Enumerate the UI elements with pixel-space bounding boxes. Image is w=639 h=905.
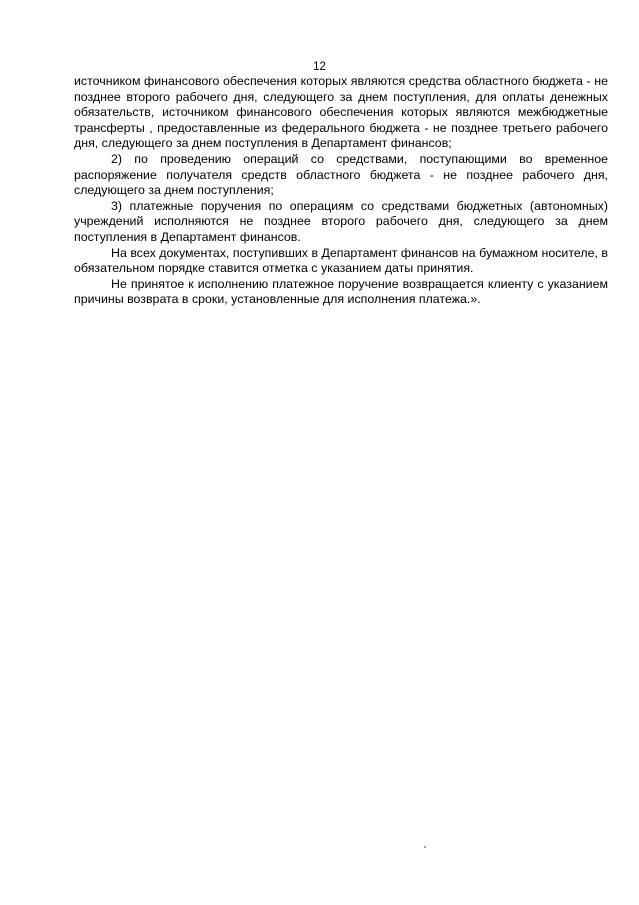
page-number: 12	[313, 61, 326, 73]
paragraph-item-2: 2) по проведению операций со средствами, поступающими во временное распоряжение получателя средств областного бюджета - не позднее рабочего дня, следующего за днем поступления;	[74, 151, 608, 198]
paragraph-budget-source: источником финансового обеспечения которых являются средства областного бюджета - не позднее второго рабочего дня, следующего за днем поступления, для оплаты денежных обязательств, источником финансового обеспечения которых являются межбюджетные трансферты , предоставленные из федерального бюджета - не позднее третьего рабочего дня, следующего за днем поступления в Департамент финансов;	[74, 74, 608, 151]
paragraph-item-3: 3) платежные поручения по операциям со средствами бюджетных (автономных) учреждений исполняются не позднее второго рабочего дня, следующего за днем поступления в Департамент финансов.	[74, 198, 608, 244]
paragraph-rejected-order: Не принятое к исполнению платежное поручение возвращается клиенту с указанием причины возврата в сроки, установленные для исполнения платежа.».	[74, 276, 608, 307]
document-body	[74, 74, 608, 308]
paragraph-paper-documents: На всех документах, поступивших в Департамент финансов на бумажном носителе, в обязательном порядке ставится отметка с указанием даты принятия.	[74, 245, 608, 276]
scan-speck	[424, 846, 426, 848]
